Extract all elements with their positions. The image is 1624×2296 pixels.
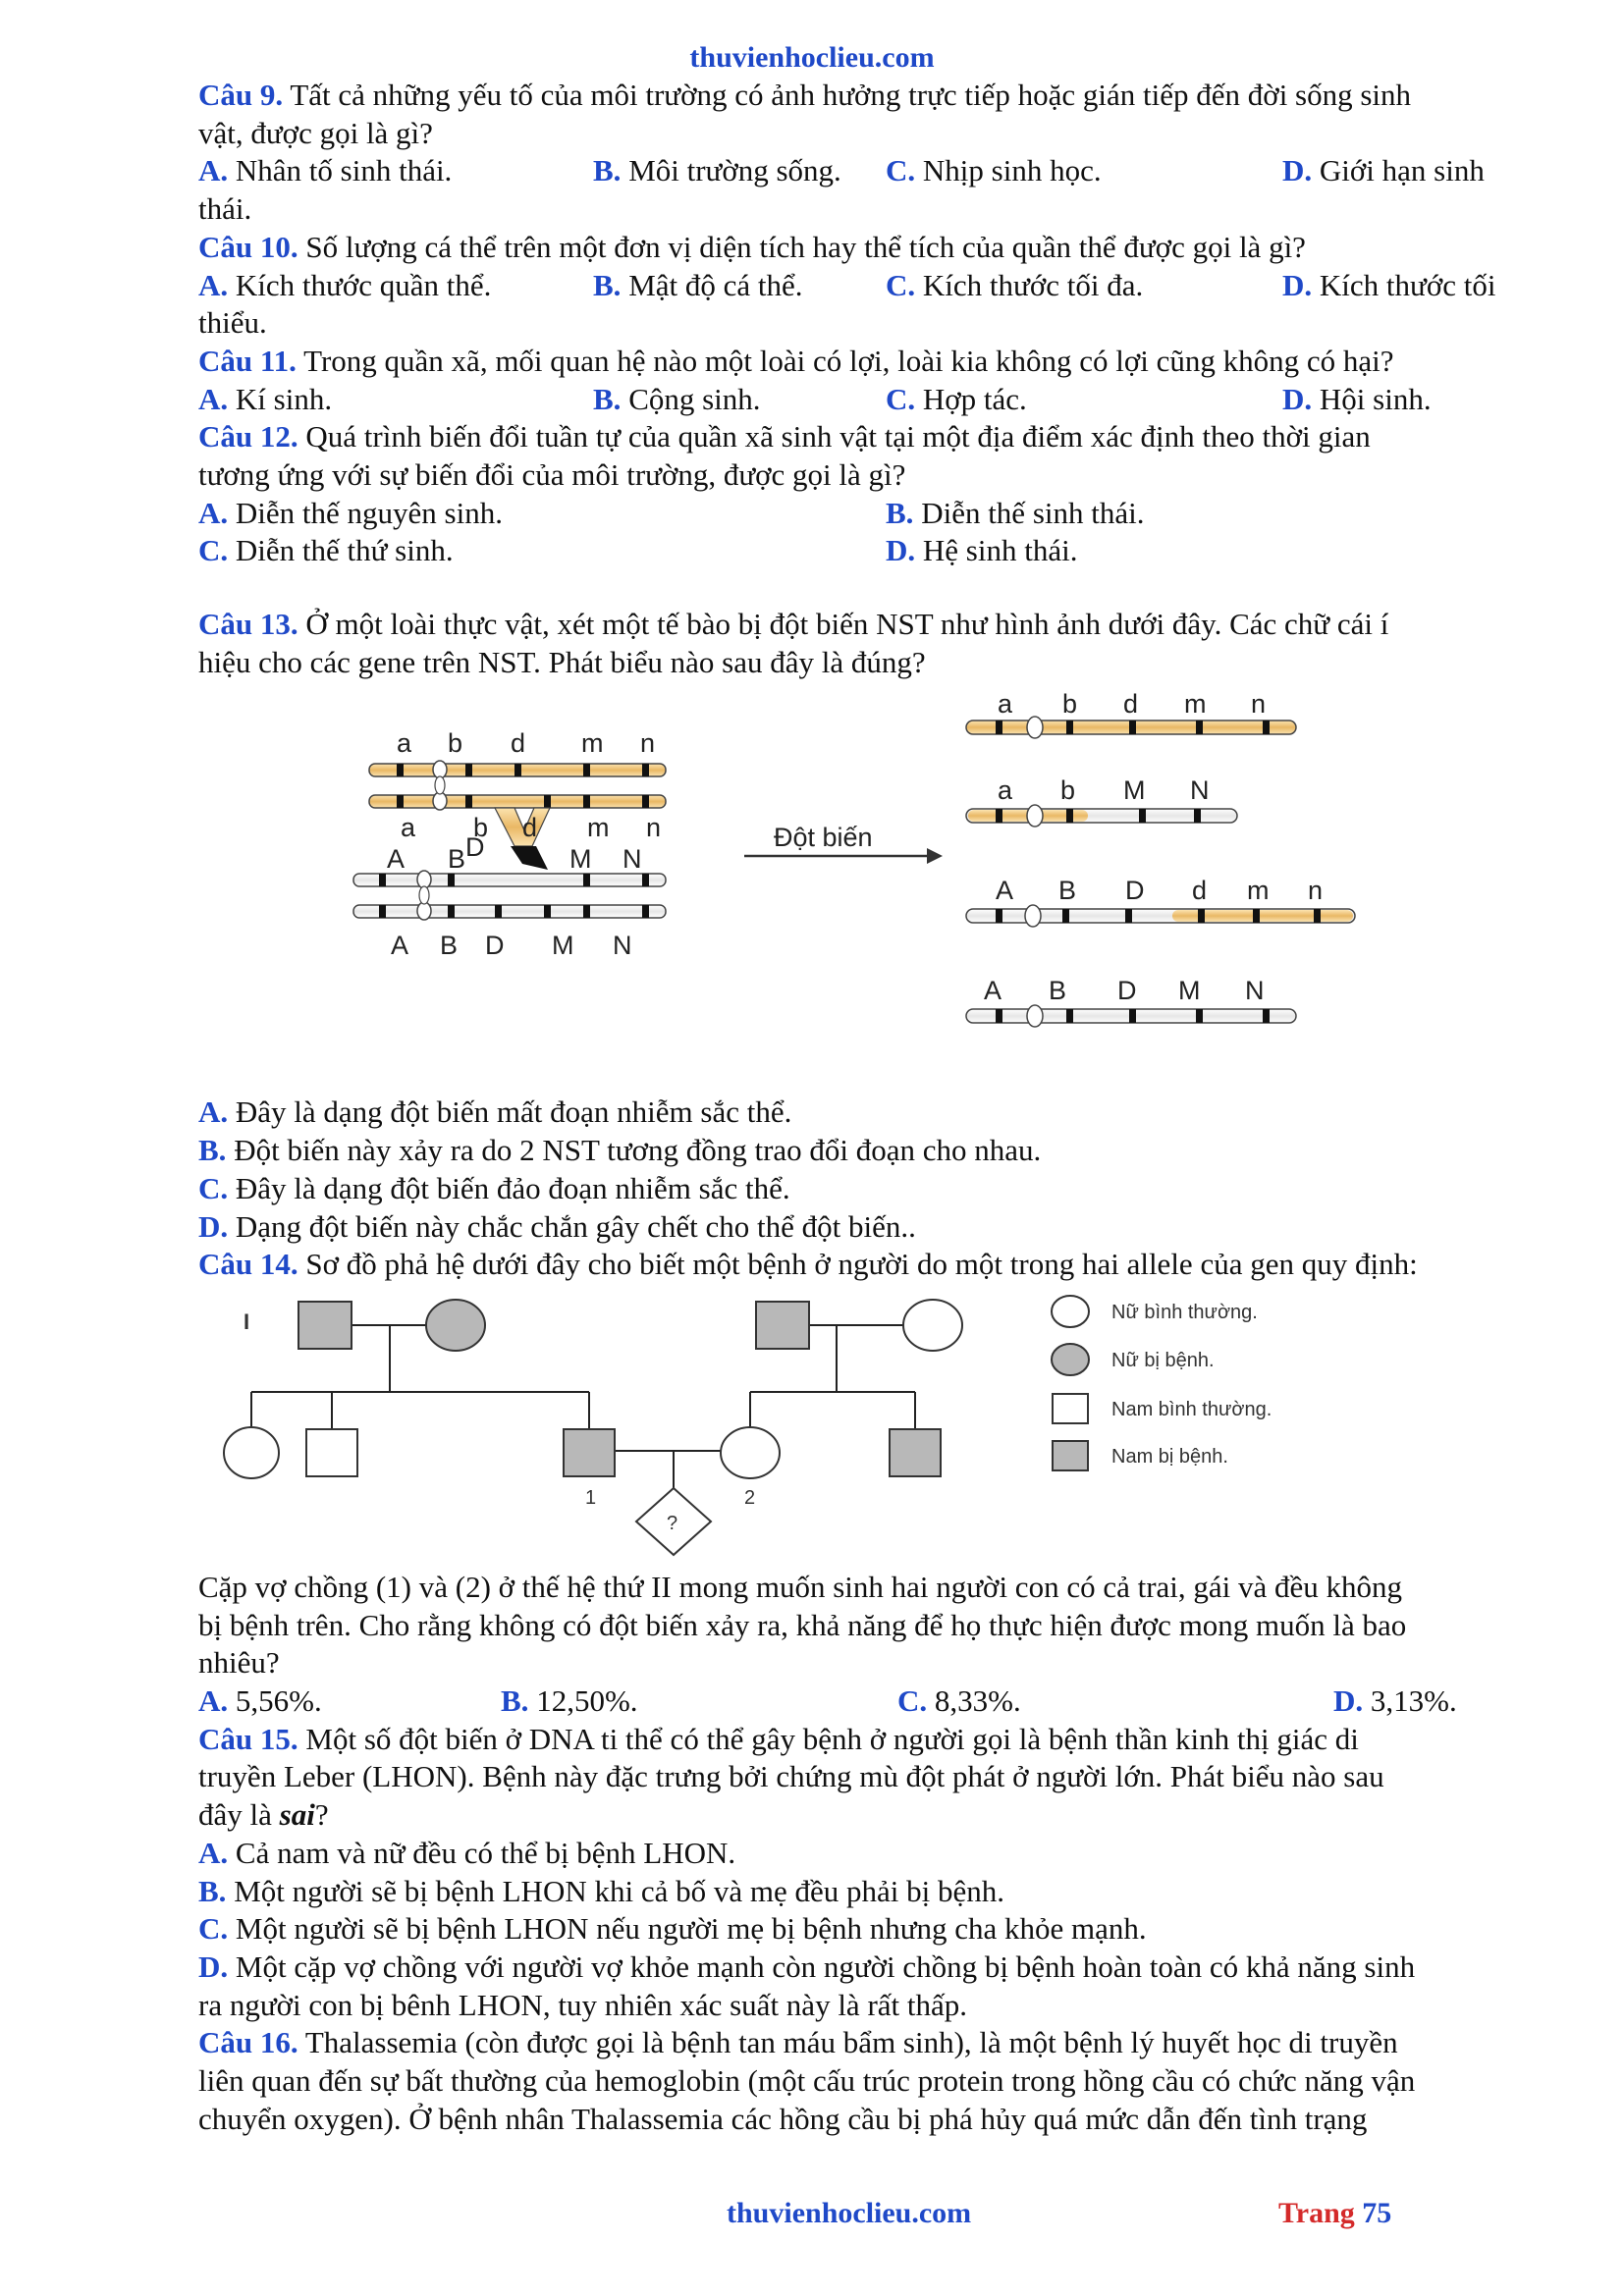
q9-text: Tất cả những yếu tố của môi trường có ảnh hưởng trực tiếp hoặc gián tiếp đến đời sống sinh [290, 78, 1412, 112]
q15-option-d-wrap: ra người con bị bênh LHON, tuy nhiên xác suất này là rất thấp. [198, 1987, 968, 2022]
left-bottom-gene-4: M [552, 931, 574, 961]
left-upper-gene-2: B [448, 844, 466, 875]
pedigree-female-normal-II [224, 1427, 279, 1478]
left-bottom-gene-5: N [613, 931, 632, 961]
pedigree-figure [198, 1284, 1534, 1569]
q15-stem-2: truyền Leber (LHON). Bệnh này đặc trưng bởi chứng mù đột phát ở người lớn. Phát biểu nào sau [198, 1759, 1384, 1794]
right-2-gene-1: a [998, 775, 1013, 806]
right-3-gene-4: d [1192, 876, 1208, 906]
q12-option-a: A. Diễn thế nguyên sinh. [198, 495, 503, 530]
left-upper-gene-1: A [387, 844, 406, 875]
q9-option-b: B. Môi trường sống. [593, 153, 841, 188]
q15-stem-3: đây là sai? [198, 1797, 329, 1833]
q13-option-a: A. Đây là dạng đột biến mất đoạn nhiễm sắc thể. [198, 1095, 792, 1130]
left-mid-gene-5: n [646, 813, 662, 843]
mutation-arrow-label: Đột biến [774, 823, 873, 853]
q12-stem: Câu 12. Quá trình biến đổi tuần tự của quần xã sinh vật tại một địa điểm xác định theo thời gian [198, 419, 1371, 454]
q9-option-d: D. Giới hạn sinh [1282, 153, 1485, 188]
pedigree-male-affected-I3 [756, 1302, 809, 1349]
q12-options-row1 [198, 495, 1534, 533]
legend-female-affected: Nữ bị bệnh. [1111, 1349, 1215, 1371]
left-top-gene-2: b [448, 728, 463, 759]
left-mid-gene-2: b [473, 813, 489, 843]
right-2-gene-3: M [1123, 775, 1146, 806]
q9-stem-2: vật, được gọi là gì? [198, 115, 433, 150]
q15-option-b: B. Một người sẽ bị bệnh LHON khi cả bố và mẹ đều phải bị bệnh. [198, 1873, 1004, 1908]
q9-label: Câu 9. [198, 78, 284, 112]
q9-option-c: C. Nhịp sinh học. [886, 153, 1102, 188]
q10-options [198, 267, 1534, 305]
pedigree-chart [198, 1284, 1534, 1569]
pedigree-female-affected-I2 [426, 1300, 485, 1351]
left-top-gene-1: a [397, 728, 412, 759]
q14-option-d: D. 3,13%. [1333, 1683, 1457, 1719]
right-2-gene-2: b [1060, 775, 1076, 806]
q14-option-c: C. 8,33%. [897, 1683, 1021, 1719]
q15-option-c: C. Một người sẽ bị bệnh LHON nếu người mẹ bị bệnh nhưng cha khỏe mạnh. [198, 1911, 1147, 1947]
q11-option-c: C. Hợp tác. [886, 381, 1027, 416]
right-3-gene-1: A [996, 876, 1014, 906]
left-top-gene-4: m [581, 728, 604, 759]
left-bottom-gene-2: B [440, 931, 459, 961]
pedigree-mark-2: 2 [744, 1486, 756, 1509]
legend-male-normal-icon [1053, 1394, 1088, 1423]
q14-para-1: Cặp vợ chồng (1) và (2) ở thế hệ thứ II mong muốn sinh hai người con có cả trai, gái và đều không [198, 1569, 1403, 1604]
left-mid-gene-D: D [465, 832, 485, 863]
q11-option-a: A. Kí sinh. [198, 381, 333, 416]
pedigree-female-normal-II2 [721, 1427, 780, 1478]
header-site: thuvienhoclieu.com [689, 41, 935, 74]
pedigree-male-normal-II [306, 1429, 357, 1476]
q12-option-c: C. Diễn thế thứ sinh. [198, 533, 454, 568]
pedigree-male-affected-II1 [564, 1429, 615, 1476]
left-chromatid-white-1 [353, 874, 666, 886]
q11-option-d: D. Hội sinh. [1282, 381, 1432, 416]
q11-option-b: B. Cộng sinh. [593, 381, 761, 416]
right-4-gene-1: A [984, 976, 1002, 1006]
q14-options [198, 1682, 1534, 1721]
q11-options [198, 381, 1534, 419]
q9-stem [198, 77, 1534, 115]
q16-stem: Câu 16. Thalassemia (còn được gọi là bệnh tan máu bẩm sinh), là một bệnh lý huyết học di truyền [198, 2025, 1398, 2060]
q16-stem-3: chuyển oxygen). Ở bệnh nhân Thalassemia các hồng cầu bị phá hủy quá mức dẫn đến tình trạng [198, 2101, 1368, 2136]
chromosome-mutation-figure [198, 681, 1534, 1094]
page-number: Trang 75 [1278, 2197, 1392, 2229]
generation-1-label: I [244, 1308, 250, 1334]
right-1-gene-4: m [1184, 689, 1207, 720]
q14-para-3: nhiêu? [198, 1645, 280, 1681]
right-3-gene-3: D [1125, 876, 1145, 906]
pedigree-unknown-mark: ? [667, 1512, 678, 1534]
q15-option-d: D. Một cặp vợ chồng với người vợ khỏe mạnh còn người chồng bị bệnh hoàn toàn có khả năng sinh [198, 1949, 1416, 1984]
left-top-gene-5: n [640, 728, 656, 759]
q9-options [198, 152, 1534, 190]
footer-site: thuvienhoclieu.com [727, 2197, 972, 2229]
right-3-gene-5: m [1247, 876, 1270, 906]
left-mid-gene-1: a [401, 813, 416, 843]
legend-female-normal: Nữ bình thường. [1111, 1301, 1258, 1323]
left-mid-gene-4: m [587, 813, 610, 843]
right-1-gene-1: a [998, 689, 1013, 720]
pedigree-male-affected-I1 [298, 1302, 352, 1349]
q9-option-a: A. Nhân tố sinh thái. [198, 153, 453, 188]
q14-option-a: A. 5,56%. [198, 1683, 322, 1719]
q12-option-d: D. Hệ sinh thái. [886, 533, 1078, 568]
right-3-gene-6: n [1308, 876, 1324, 906]
right-1-gene-2: b [1062, 689, 1078, 720]
right-2-gene-4: N [1190, 775, 1210, 806]
right-1-gene-3: d [1123, 689, 1139, 720]
q13-option-c: C. Đây là dạng đột biến đảo đoạn nhiễm sắc thể. [198, 1170, 790, 1205]
left-mid-gene-3: d [522, 813, 538, 843]
q13-stem-2: hiệu cho các gene trên NST. Phát biểu nào sau đây là đúng? [198, 644, 926, 679]
q12-option-b: B. Diễn thế sinh thái. [886, 495, 1145, 530]
q14-option-b: B. 12,50%. [501, 1683, 638, 1719]
q14-stem: Câu 14. Sơ đồ phả hệ dưới đây cho biết một bệnh ở người do một trong hai allele của gen quy định: [198, 1247, 1418, 1282]
q16-stem-2: liên quan đến sự bất thường của hemoglobin (một cấu trúc protein trong hồng cầu có chức năng vận [198, 2063, 1416, 2099]
q13-stem: Câu 13. Ở một loài thực vật, xét một tế bào bị đột biến NST như hình ảnh dưới đây. Các chữ cái í [198, 607, 1389, 642]
q10-stem: Câu 10. Số lượng cá thể trên một đơn vị diện tích hay thể tích của quần thể được gọi là gì? [198, 229, 1306, 264]
left-top-gene-3: d [511, 728, 526, 759]
q10-option-d: D. Kích thước tối [1282, 267, 1496, 302]
right-4-gene-3: D [1117, 976, 1137, 1006]
left-chromatid-white-2 [353, 905, 666, 918]
q9-option-d-wrap: thái. [198, 191, 252, 227]
right-4-gene-2: B [1049, 976, 1067, 1006]
right-4-gene-4: M [1178, 976, 1201, 1006]
right-1-gene-5: n [1251, 689, 1267, 720]
legend-female-normal-icon [1052, 1296, 1089, 1327]
q13-option-d: D. Dạng đột biến này chắc chắn gây chết cho thể đột biến.. [198, 1208, 916, 1244]
q14-para-2: bị bệnh trên. Cho rằng không có đột biến xảy ra, khả năng để họ thực hiện được mong muốn là bao [198, 1607, 1407, 1642]
q12-options-row2 [198, 532, 1534, 570]
q12-stem-2: tương ứng với sự biến đổi của môi trường, được gọi là gì? [198, 456, 906, 492]
pedigree-female-normal-I4 [903, 1300, 962, 1351]
left-chromatid-yellow-2 [369, 795, 666, 808]
q10-option-b: B. Mật độ cá thể. [593, 267, 803, 302]
left-bottom-gene-1: A [391, 931, 409, 961]
chromosome-diagram [198, 681, 1534, 1094]
q10-option-d-wrap: thiểu. [198, 305, 267, 341]
q15-option-a: A. Cả nam và nữ đều có thể bị bệnh LHON. [198, 1835, 736, 1870]
legend-male-affected: Nam bị bệnh. [1111, 1445, 1228, 1468]
q10-option-a: A. Kích thước quần thể. [198, 267, 492, 302]
legend-male-affected-icon [1053, 1441, 1088, 1470]
legend-female-affected-icon [1052, 1344, 1089, 1375]
mutation-arrow-icon [927, 848, 943, 864]
right-4-gene-5: N [1245, 976, 1265, 1006]
q15-stem: Câu 15. Một số đột biến ở DNA ti thể có thể gây bệnh ở người gọi là bệnh thần kinh thị giác di [198, 1721, 1359, 1756]
page-content [198, 77, 1534, 2139]
q11-stem: Câu 11. Trong quần xã, mối quan hệ nào một loài có lợi, loài kia không có lợi cũng không có hại? [198, 343, 1394, 378]
right-3-gene-2: B [1058, 876, 1077, 906]
left-upper-gene-3: M [569, 844, 592, 875]
q10-option-c: C. Kích thước tối đa. [886, 267, 1144, 302]
pedigree-mark-1: 1 [585, 1486, 597, 1509]
legend-male-normal: Nam bình thường. [1111, 1398, 1272, 1420]
pedigree-male-affected-II [890, 1429, 941, 1476]
left-bottom-gene-3: D [485, 931, 505, 961]
q13-option-b: B. Đột biến này xảy ra do 2 NST tương đồng trao đổi đoạn cho nhau. [198, 1133, 1042, 1168]
left-upper-gene-4: N [623, 844, 642, 875]
